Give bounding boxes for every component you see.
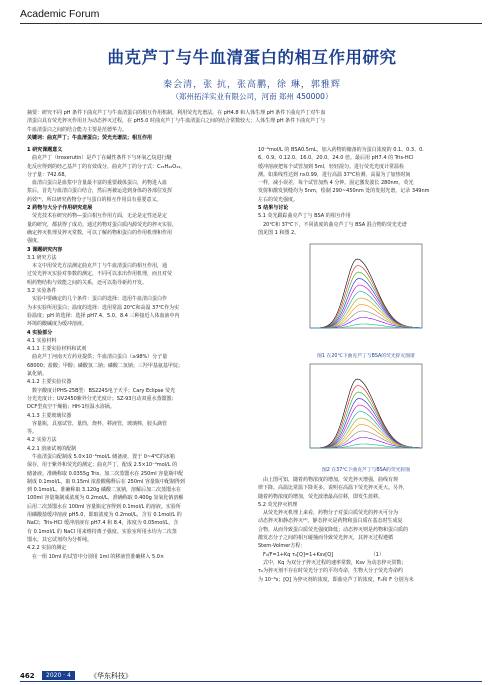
text-line: 100ml 容量瓶制成浓度为 0.2mol/L，准确称取 0.400g 氢氧化钠溶解 (27, 495, 184, 502)
text-line: 4.2.1 溶液试剂的配制 (27, 445, 77, 452)
text-line: 后用二次蒸馏水在 100ml 容量瓶定容得到 0.1mol/L 的溶液。实验所 (27, 503, 181, 510)
text-line: 量的研究，都获得了成功。通过药物对蛋白质内源荧光的猝灭实验， (27, 221, 178, 228)
text-line: 本文中用荧光方法测定曲克芦丁与牛血清蛋白的相互作用，通 (27, 263, 168, 270)
spectrum-curve (310, 279, 422, 328)
spectrum-curve (310, 266, 422, 329)
spectrum-curve (310, 386, 422, 449)
spectrum-curve (310, 399, 422, 448)
text-line: 律下降。高温比常温下降更多。说明在高温下荧光猝灭更大。另外， (258, 485, 409, 492)
page-number: 462 (20, 672, 35, 680)
text-line: 4.1.1 主要实验材料和试剂 (27, 346, 87, 353)
text-line: 确定猝灭机理及猝灭常数，可以了解药物和蛋白的作用机理和作用 (27, 229, 173, 236)
text-line: 从荧光猝灭机理上来看，药物分子对蛋白质荧光的猝灭可分为 (258, 510, 399, 517)
text-line: 68000；盐酸；甲醇；磷酸氢二钠；磷酸二氢钠；三羟甲基氨基甲烷； (27, 362, 183, 369)
authors: 秦会清，张 抗，张高鹏，徐 琳，郭雅辉 (163, 80, 341, 90)
abstract-line: 摘要：研究不同 pH 条件下曲克芦丁与牛血清蛋白的相互作用机制，利用荧光光谱法，在 pH4.8 和人体生理 pH 条件下曲克芦丁对牛血 (27, 110, 326, 116)
text-line: 激发态分子之间的相互碰撞而导致荧光猝灭，其猝灭过程遵循 (258, 535, 394, 542)
text-line: 荧光技术在研究药物—蛋白相互作用方面，无论是定性还是定 (27, 213, 168, 220)
text-line: 4.1 实验材料 (27, 337, 57, 344)
issue-badge: 2020 · 4 (42, 671, 75, 680)
text-line: 5.2 荧光猝灭机理 (258, 501, 298, 508)
section-heading: 3 课题研究内容 (27, 246, 63, 253)
figure-2-caption: 图2 在37℃下曲克芦丁与BSA的荧光猝图 (321, 468, 411, 473)
right-column-top (258, 146, 474, 237)
spectrum-curve (310, 392, 422, 448)
spectrum-curve (310, 405, 422, 448)
text-line: 左右的荧光强度。 (258, 196, 299, 203)
text-line: 容量瓶，具塞试管，量筒，烧杯，移液管，玻璃棒，胶头滴管 (27, 420, 168, 427)
text-line: 氯化钠。 (27, 371, 48, 378)
figure-2-spectrum (300, 360, 430, 458)
text-line: τ₀为猝灭剂不存在时荧光分子的平均寿命，生物大分子荧光寿命约 (258, 568, 404, 575)
spectrum-curve (310, 425, 422, 449)
text-line: F₀/F=1+Kq τ₀[Q]=1+Ksv[Q] （1） (258, 551, 384, 558)
text-line: 6、0.9、0.12.0、16.0、20.0、24.0 倍。最后用 pH7.4 的 Tris-HCl (258, 155, 414, 162)
text-line: 环境的酸碱度为缓冲溶液。 (27, 321, 88, 328)
text-line: 实验中要确定的几个条件：蛋白的选择：选用牛血清白蛋白作 (27, 296, 168, 303)
text-line: 保存，用于紫外和荧光的测定；曲克芦丁，配成 2.5×10⁻⁴mol/L 的 (27, 462, 178, 469)
text-line: 3.2 实验条件 (27, 288, 57, 295)
text-line: 制成 0.1mol/L，取 0.15ml 浓盐酸稀释后在 250ml 容量瓶中配制得到 (27, 478, 185, 485)
text-line: 动态猝灭和静态猝灭⁽²⁾。静态猝灭是药物和蛋白质在基态时生成复 (258, 518, 403, 525)
text-line: 分光光度计；UV2450紫外分光光度计；SZ-93自动双重水蒸馏器； (27, 395, 177, 402)
text-line: 一样，减小误差，每个试管加热 4 分钟。固定激发波长 280nm，荧光 (258, 180, 414, 187)
paper-title: 曲克芦丁与牛血清蛋白的相互作用研究 (107, 48, 397, 67)
left-column (27, 146, 243, 561)
text-line: 分子量：742.68。 (27, 171, 70, 178)
section-heading: 4 实验部分 (27, 329, 53, 336)
plot-frame (310, 244, 422, 328)
spectrum-curve (310, 292, 422, 329)
text-line: 明药物结构与效能之间的关系，还可以指导新药开发。 (27, 279, 148, 286)
text-line: 到 0.1mol/L。准确称取 3.120g 磷酸二氢钠，溶解后加二次蒸馏水在 (27, 487, 181, 494)
text-line: 由上图可知，随着药物浓度的增加，荧光猝灭增强，曲线有规 (258, 477, 399, 483)
section-heading: 2 药物与大分子作用研究进展 (27, 205, 93, 212)
text-line: 图见图 1 和图 2。 (258, 229, 300, 236)
section-heading: 1 研究课题意义 (27, 147, 63, 153)
text-line: 数字酸度计PHS-25B型：BS224S电子天平；Cary Eclipse 荧光 (27, 387, 176, 394)
text-line: 牛血清蛋白配制成 5.0×10⁻⁶mol/L 储备液，置于 0~4℃的冰箱 (27, 453, 175, 460)
journal-header: Academic Forum (20, 8, 100, 20)
keywords: 关键词：曲克芦丁；牛血清蛋白；荧光光谱法；相互作用 (27, 134, 153, 141)
section-heading: 5 结果与讨论 (258, 205, 289, 212)
text-line: 化反应得到的经乙基芦丁的有效成分，曲克芦丁的分子式：C₃₃H₄₂O₁₉， (27, 163, 186, 170)
spectrum-curve (310, 285, 422, 328)
text-line: DCF型真空干燥箱；HH-1恒温水浴锅。 (27, 404, 115, 411)
abstract-line: 清蛋白具有荧光猝灭作用且为动态猝灭过程，在 pH5.0 时曲克芦丁与牛血清蛋白之间的结合常数较大；人体生理 pH 条件下曲克芦丁与 (27, 118, 326, 125)
text-line: 强度。 (27, 238, 43, 245)
spectrum-curve (310, 412, 422, 449)
text-line: 4.1.3 主要玻璃仪器 (27, 412, 72, 419)
abstract (27, 109, 477, 142)
right-column-bottom (258, 476, 474, 584)
text-line: 在一组 10ml 的试管中分别用 1ml 的移液管准确移入 5.0× (27, 553, 165, 560)
text-line: 20℃和 37℃下，不同浓度的曲克芦丁与 BSA 混合物的荧光光谱 (258, 221, 407, 228)
text-line: 4.2 实验方法 (27, 437, 57, 444)
text-line: 等。 (27, 429, 38, 436)
spectrum-curve (310, 272, 422, 328)
text-line: Stern-Volmer方程： (258, 543, 306, 550)
text-line: 过荧光猝灭实验对参数的测定，不同可以求出作用机理，而且对荧 (27, 271, 173, 278)
figure-1-caption: 图1 在20℃下曲克芦丁与BSA的荧光猝灭图谱 (317, 354, 415, 359)
text-line: 曲克芦丁河南天方药业提供；牛血清白蛋白（≥98%）分子量 (27, 354, 168, 361)
text-line: 药效⁽¹⁾，所以研究药物分子与蛋白的相互作用具有重要意义。 (27, 196, 162, 203)
journal-name: 《华东科技》 (90, 672, 132, 680)
text-line: 储备液。准确称取 0.0355g Tris，加二次蒸馏水在 250ml 容量瓶中配 (27, 470, 184, 477)
spectrum-curve (310, 298, 422, 328)
spectrum-curve (310, 305, 422, 329)
text-line: NaCl；Tris-HCl 缓冲溶液有 pH7.4 和 8.4，浓度为 0.05mol/L，含 (27, 520, 179, 527)
text-line: 式中，Kq 为双分子猝灭过程的速率常数，Ksv 为动态猝灭常数； (258, 559, 407, 566)
text-line: 4.2.2 实验的测定 (27, 545, 67, 552)
affiliation: （郑州拓洋实业有限公司，河南 郑州 450000） (171, 92, 333, 101)
figure-1-spectrum (300, 240, 430, 338)
text-line: 有 0.1mol/L 的 NaCl 用来维持离子强度。实验室所用水均为二次蒸 (27, 528, 177, 535)
text-line: 为本实验所用蛋白；温度的选择：选用常温 20℃和高温 37℃作为实 (27, 304, 180, 311)
text-line: 馏水，其它试剂均为分析纯。 (27, 536, 93, 543)
text-line: 测。如果线性达到 r≥0.99，进行高温 37℃检测，高温为了加热时间 (258, 171, 411, 178)
text-line: 10⁻⁶mol/L 的 BSA0.5mL，加入药物的储备的为蛋白浓度的 0.1、0.3、0. (258, 147, 424, 153)
text-line: 缓冲溶液把每个试管加到 5ml，轻轻混匀。进行荧光光度计常温检 (258, 163, 405, 170)
text-line: 合物，从而导致蛋白质荧光强度降低；动态猝灭则是药物和蛋白质的 (258, 526, 409, 533)
text-line: 用磷酸盐缓冲溶液 pH5.0，即取浓度为 0.2mol/L，含有 0.1mol/L 的 (27, 512, 182, 519)
text-line: 验温度；pH 的选择：选择 pH7.4、5.0、8.4 三种接近人体血液中内 (27, 312, 180, 319)
text-line: 发射和激发狭缝均为 5nm，绘制 290~450nm 处的发射光谱，记录 349nm (258, 188, 430, 195)
text-line: 4.1.2 主要实验仪器 (27, 379, 72, 386)
text-line: 3.1 研究方法 (27, 254, 57, 261)
text-line: 曲克芦丁（troxerutin）是芦丁在碱性条件下与环氧乙烷进行醚 (27, 155, 172, 162)
text-line: 5.1 荧光跟踪曲克芦丁与 BSA 的相互作用 (258, 213, 351, 220)
plot-frame (310, 364, 422, 448)
header-rule (20, 23, 482, 24)
text-line: 浆后，首先与血清白蛋白结合，然后再被运送到身体的各部位发挥 (27, 188, 173, 195)
text-line: 为 10⁻⁸s；[Q] 为猝灭剂的浓度，即曲克芦丁的浓度，F₀和 F 分别为未 (258, 576, 414, 583)
abstract-line: 牛血清蛋白之间的结合能力主要是范德华力。 (27, 126, 128, 133)
text-line: 血清白蛋白是血浆中含量最丰富的重要载体蛋白，药物进入血 (27, 180, 168, 187)
text-line: 随着药物浓度的增加，荧光波谱最高位移，即发生蓝移。 (258, 493, 384, 500)
footer-rule (20, 681, 482, 682)
spectrum-curve (310, 418, 422, 448)
